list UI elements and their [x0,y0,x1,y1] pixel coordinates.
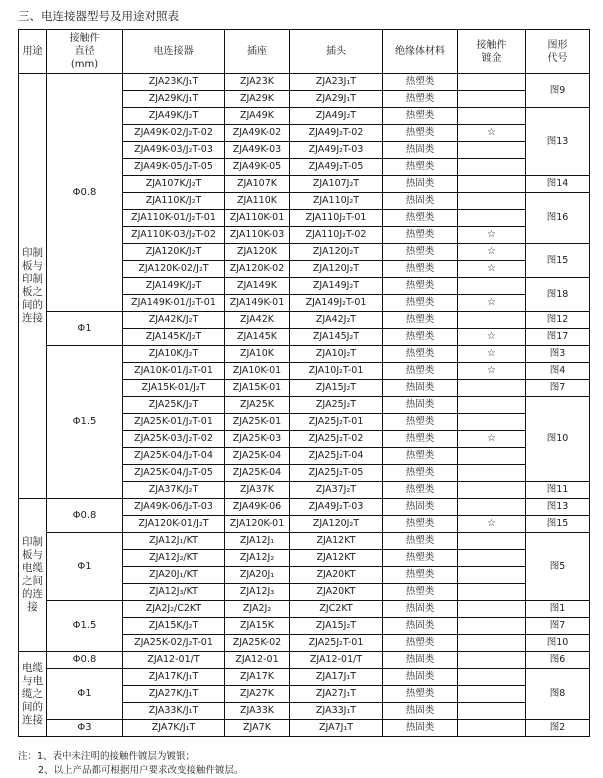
gold-plating-star: ☆ [458,363,526,380]
gold-plating-star [458,176,526,193]
material-cell: 热固类 [383,601,458,618]
material-cell: 热塑类 [383,635,458,652]
socket-cell: ZJA120K [225,244,290,261]
connector-cell: ZJA20J₁/KT [123,567,225,584]
plug-cell: ZJA12-01/T [290,652,383,669]
connector-cell: ZJA23K/J₁T [123,74,225,91]
material-cell: 热塑类 [383,278,458,295]
socket-cell: ZJA33K [225,703,290,720]
gold-plating-star [458,210,526,227]
material-cell: 热固类 [383,618,458,635]
socket-cell: ZJA49K-02 [225,125,290,142]
diameter-cell: Φ3 [47,720,123,737]
socket-cell: ZJA25K-04 [225,465,290,482]
socket-cell: ZJA25K-02 [225,635,290,652]
connector-cell: ZJA12J₂/KT [123,550,225,567]
socket-cell: ZJA110K [225,193,290,210]
plug-cell: ZJA17J₁T [290,669,383,686]
connector-cell: ZJA29K/J₁T [123,91,225,108]
plug-cell: ZJA12KT [290,550,383,567]
header-row [19,30,590,74]
gold-plating-star [458,74,526,91]
socket-cell: ZJA120K-02 [225,261,290,278]
material-cell: 热固类 [383,652,458,669]
socket-cell: ZJA12-01 [225,652,290,669]
material-cell: 热塑类 [383,295,458,312]
socket-cell: ZJA10K-01 [225,363,290,380]
plug-cell: ZJA49J₂T-02 [290,125,383,142]
material-cell: 热塑类 [383,74,458,91]
material-cell: 热塑类 [383,482,458,499]
gold-plating-star [458,465,526,482]
table-row [19,652,590,669]
connector-cell: ZJA110K/J₂T [123,193,225,210]
plug-cell: ZJA49J₂T-03 [290,499,383,516]
socket-cell: ZJA25K-04 [225,448,290,465]
figure-code-cell: 图10 [526,635,590,652]
plug-cell: ZJA49J₂T [290,108,383,125]
table-row [19,720,590,737]
material-cell: 热固类 [383,193,458,210]
connector-cell: ZJA25K-04/J₂T-05 [123,465,225,482]
gold-plating-star [458,91,526,108]
socket-cell: ZJA145K [225,329,290,346]
plug-cell: ZJA15J₂T [290,380,383,397]
plug-cell: ZJA120J₂T [290,516,383,533]
connector-cell: ZJA107K/J₂T [123,176,225,193]
plug-cell: ZJA25J₂T-05 [290,465,383,482]
gold-plating-star: ☆ [458,431,526,448]
diameter-cell: Φ0.8 [47,74,123,312]
connector-cell: ZJA120K-02/J₂T [123,261,225,278]
gold-plating-star: ☆ [458,346,526,363]
notes [18,750,244,778]
figure-code-cell: 图4 [526,363,590,380]
connector-cell: ZJA110K-01/J₂T-01 [123,210,225,227]
material-cell: 热塑类 [383,227,458,244]
header-connector: 电连接器 [123,30,225,74]
header-socket: 插座 [225,30,290,74]
connector-cell: ZJA149K-01/J₂T-01 [123,295,225,312]
material-cell: 热固类 [383,720,458,737]
socket-cell: ZJA12J₁ [225,533,290,550]
material-cell: 热塑类 [383,567,458,584]
plug-cell: ZJA25J₂T-04 [290,448,383,465]
socket-cell: ZJA23K [225,74,290,91]
connector-cell: ZJA15K/J₂T [123,618,225,635]
connector-cell: ZJA25K-04/J₂T-04 [123,448,225,465]
diameter-cell: Φ0.8 [47,652,123,669]
socket-cell: ZJA25K-01 [225,414,290,431]
material-cell: 热塑类 [383,584,458,601]
plug-cell: ZJA12KT [290,533,383,550]
gold-plating-star [458,550,526,567]
material-cell: 热塑类 [383,414,458,431]
header-diameter: 接触件 直径 (mm) [47,30,123,74]
gold-plating-star [458,601,526,618]
gold-plating-star: ☆ [458,125,526,142]
material-cell: 热塑类 [383,465,458,482]
plug-cell: ZJA107J₂T [290,176,383,193]
table-row [19,533,590,550]
plug-cell: ZJA27J₁T [290,686,383,703]
plug-cell: ZJA20KT [290,567,383,584]
socket-cell: ZJA7K [225,720,290,737]
header-use: 用途 [19,30,47,74]
connector-cell: ZJA49K-03/J₂T-03 [123,142,225,159]
plug-cell: ZJA25J₂T-02 [290,431,383,448]
connector-cell: ZJA12-01/T [123,652,225,669]
socket-cell: ZJA110K-01 [225,210,290,227]
plug-cell: ZJA149J₂T [290,278,383,295]
figure-code-cell: 图3 [526,346,590,363]
header-material: 绝缘体材料 [383,30,458,74]
plug-cell: ZJA37J₂T [290,482,383,499]
plug-cell: ZJA33J₁T [290,703,383,720]
socket-cell: ZJA49K-06 [225,499,290,516]
plug-cell: ZJA25J₂T-01 [290,414,383,431]
connector-cell: ZJA25K-02/J₂T-01 [123,635,225,652]
connector-cell: ZJA33K/J₁T [123,703,225,720]
gold-plating-star [458,720,526,737]
table-row [19,74,590,91]
usage-cell: 印制板与印制板之间的连接 [19,74,47,499]
figure-code-cell: 图5 [526,533,590,601]
connector-cell: ZJA2J₂/C2KT [123,601,225,618]
connector-cell: ZJA49K-05/J₂T-05 [123,159,225,176]
section-title: 三、电连接器型号及用途对照表 [18,9,179,23]
gold-plating-star [458,652,526,669]
plug-cell: ZJC2KT [290,601,383,618]
figure-code-cell: 图11 [526,482,590,499]
gold-plating-star [458,703,526,720]
connector-cell: ZJA25K-03/J₂T-02 [123,431,225,448]
plug-cell: ZJA145J₂T [290,329,383,346]
connector-cell: ZJA10K/J₂T [123,346,225,363]
connector-cell: ZJA15K-01/J₂T [123,380,225,397]
material-cell: 热塑类 [383,516,458,533]
figure-code-cell: 图18 [526,278,590,312]
material-cell: 热塑类 [383,210,458,227]
figure-code-cell: 图15 [526,516,590,533]
connector-cell: ZJA12J₃/KT [123,584,225,601]
diameter-cell: Φ0.8 [47,499,123,533]
socket-cell: ZJA20J₁ [225,567,290,584]
figure-code-cell: 图15 [526,244,590,278]
plug-cell: ZJA49J₂T-05 [290,159,383,176]
figure-code-cell: 图1 [526,601,590,618]
material-cell: 热固类 [383,380,458,397]
socket-cell: ZJA15K-01 [225,380,290,397]
plug-cell: ZJA15J₂T [290,618,383,635]
table-row [19,312,590,329]
diameter-cell: Φ1 [47,533,123,601]
material-cell: 热塑类 [383,244,458,261]
material-cell: 热塑类 [383,346,458,363]
socket-cell: ZJA149K-01 [225,295,290,312]
material-cell: 热塑类 [383,448,458,465]
gold-plating-star [458,482,526,499]
plug-cell: ZJA10J₂T [290,346,383,363]
material-cell: 热塑类 [383,312,458,329]
plug-cell: ZJA23J₁T [290,74,383,91]
socket-cell: ZJA49K-05 [225,159,290,176]
socket-cell: ZJA25K-03 [225,431,290,448]
header-figure-code: 图形 代号 [526,30,590,74]
plug-cell: ZJA7J₁T [290,720,383,737]
socket-cell: ZJA49K [225,108,290,125]
material-cell: 热固类 [383,142,458,159]
gold-plating-star [458,499,526,516]
gold-plating-star [458,669,526,686]
figure-code-cell: 图2 [526,720,590,737]
connector-cell: ZJA17K/J₁T [123,669,225,686]
gold-plating-star [458,159,526,176]
material-cell: 热塑类 [383,550,458,567]
socket-cell: ZJA42K [225,312,290,329]
socket-cell: ZJA29K [225,91,290,108]
material-cell: 热塑类 [383,533,458,550]
table-row [19,669,590,686]
material-cell: 热塑类 [383,329,458,346]
material-cell: 热塑类 [383,159,458,176]
connector-cell: ZJA49K-06/J₂T-03 [123,499,225,516]
connector-cell: ZJA42K/J₂T [123,312,225,329]
socket-cell: ZJA27K [225,686,290,703]
socket-cell: ZJA25K [225,397,290,414]
material-cell: 热塑类 [383,431,458,448]
socket-cell: ZJA37K [225,482,290,499]
usage-cell: 印制板与电缆之间的连接 [19,499,47,652]
figure-code-cell: 图12 [526,312,590,329]
header-gold-plating: 接触件 镀金 [458,30,526,74]
connector-cell: ZJA149K/J₂T [123,278,225,295]
figure-code-cell: 图7 [526,618,590,635]
gold-plating-star [458,414,526,431]
connector-cell: ZJA120K/J₂T [123,244,225,261]
gold-plating-star [458,380,526,397]
table-row [19,601,590,618]
material-cell: 热塑类 [383,125,458,142]
gold-plating-star [458,618,526,635]
figure-code-cell: 图17 [526,329,590,346]
gold-plating-star: ☆ [458,329,526,346]
plug-cell: ZJA20KT [290,584,383,601]
material-cell: 热塑类 [383,363,458,380]
material-cell: 热固类 [383,397,458,414]
figure-code-cell: 图13 [526,499,590,516]
connector-cell: ZJA12J₁/KT [123,533,225,550]
figure-code-cell: 图16 [526,193,590,244]
usage-cell: 电缆与电缆之间的连接 [19,652,47,737]
figure-code-cell: 图10 [526,397,590,482]
figure-code-cell: 图6 [526,652,590,669]
note-2: 2、以上产品都可根据用户要求改变接触件镀层。 [38,765,244,776]
socket-cell: ZJA12J₂ [225,550,290,567]
connector-cell: ZJA27K/J₁T [123,686,225,703]
connector-cell: ZJA7K/J₁T [123,720,225,737]
connector-cell: ZJA120K-01/J₂T [123,516,225,533]
note-1: 注：1、表中未注明的接触件镀层为镀银； [18,751,196,762]
material-cell: 热固类 [383,669,458,686]
gold-plating-star [458,397,526,414]
material-cell: 热固类 [383,176,458,193]
material-cell: 热固类 [383,499,458,516]
socket-cell: ZJA149K [225,278,290,295]
figure-code-cell: 图9 [526,74,590,108]
diameter-cell: Φ1 [47,669,123,720]
gold-plating-star: ☆ [458,295,526,312]
gold-plating-star [458,448,526,465]
material-cell: 热塑类 [383,261,458,278]
material-cell: 热固类 [383,703,458,720]
plug-cell: ZJA10J₂T-01 [290,363,383,380]
gold-plating-star [458,635,526,652]
figure-code-cell: 图8 [526,669,590,720]
gold-plating-star [458,278,526,295]
material-cell: 热塑类 [383,91,458,108]
connector-cell: ZJA25K/J₂T [123,397,225,414]
gold-plating-star [458,142,526,159]
connector-cell: ZJA37K/J₂T [123,482,225,499]
plug-cell: ZJA120J₂T [290,261,383,278]
socket-cell: ZJA2J₂ [225,601,290,618]
gold-plating-star [458,567,526,584]
connector-cell: ZJA49K-02/J₂T-02 [123,125,225,142]
plug-cell: ZJA29J₁T [290,91,383,108]
socket-cell: ZJA49K-03 [225,142,290,159]
gold-plating-star: ☆ [458,261,526,278]
socket-cell: ZJA10K [225,346,290,363]
connector-cell: ZJA145K/J₂T [123,329,225,346]
gold-plating-star: ☆ [458,227,526,244]
plug-cell: ZJA110J₂T [290,193,383,210]
figure-code-cell: 图14 [526,176,590,193]
gold-plating-star [458,686,526,703]
material-cell: 热塑类 [383,686,458,703]
plug-cell: ZJA25J₂T-01 [290,635,383,652]
diameter-cell: Φ1 [47,312,123,346]
figure-code-cell: 图13 [526,108,590,176]
gold-plating-star [458,312,526,329]
socket-cell: ZJA15K [225,618,290,635]
figure-code-cell: 图7 [526,380,590,397]
gold-plating-star [458,533,526,550]
diameter-cell: Φ1.5 [47,346,123,499]
socket-cell: ZJA107K [225,176,290,193]
table-row [19,499,590,516]
connector-cell: ZJA110K-03/J₂T-02 [123,227,225,244]
socket-cell: ZJA110K-03 [225,227,290,244]
plug-cell: ZJA25J₂T [290,397,383,414]
diameter-cell: Φ1.5 [47,601,123,652]
connector-cell: ZJA49K/J₂T [123,108,225,125]
plug-cell: ZJA149J₂T-01 [290,295,383,312]
socket-cell: ZJA12J₃ [225,584,290,601]
header-plug: 插头 [290,30,383,74]
plug-cell: ZJA110J₂T-01 [290,210,383,227]
gold-plating-star: ☆ [458,516,526,533]
socket-cell: ZJA17K [225,669,290,686]
gold-plating-star: ☆ [458,244,526,261]
plug-cell: ZJA49J₂T-03 [290,142,383,159]
connector-table [18,29,590,737]
plug-cell: ZJA110J₂T-02 [290,227,383,244]
connector-cell: ZJA25K-01/J₂T-01 [123,414,225,431]
gold-plating-star [458,584,526,601]
connector-cell: ZJA10K-01/J₂T-01 [123,363,225,380]
gold-plating-star [458,108,526,125]
socket-cell: ZJA120K-01 [225,516,290,533]
plug-cell: ZJA120J₂T [290,244,383,261]
gold-plating-star [458,193,526,210]
plug-cell: ZJA42J₂T [290,312,383,329]
table-row [19,346,590,363]
material-cell: 热塑类 [383,108,458,125]
